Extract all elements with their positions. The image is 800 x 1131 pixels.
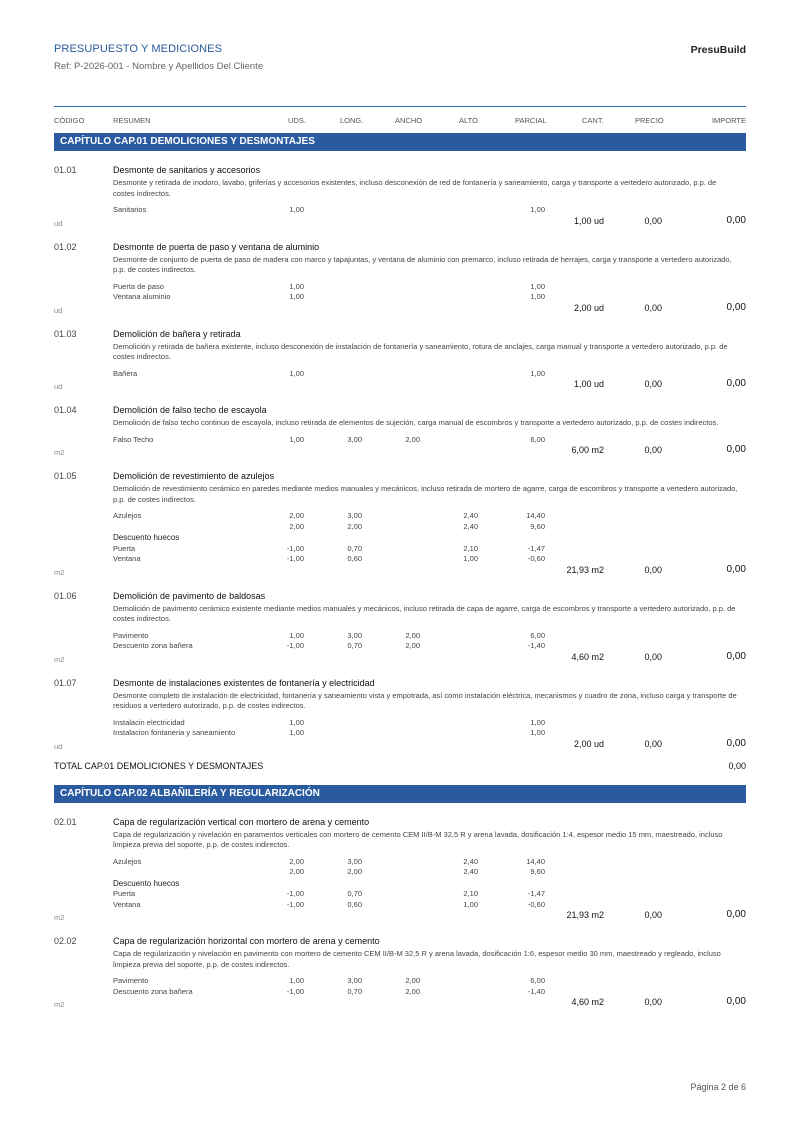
measurement-uds: 1,00: [289, 205, 304, 214]
measurement-uds: 2,00: [289, 521, 304, 531]
item-total-row: [54, 652, 746, 664]
measurement-row: [54, 889, 746, 900]
item-quantity: 21,93 m2: [566, 564, 604, 575]
measurement-row: [54, 435, 746, 446]
measurement-ancho: 2,00: [405, 976, 420, 985]
measurement-label: Pavimento: [113, 630, 149, 640]
item-unit: m2: [54, 654, 65, 664]
measurement-lines: [54, 976, 746, 1009]
measurement-uds: 2,00: [289, 511, 304, 520]
measurement-alto: 1,00: [463, 554, 478, 563]
item-title: Capa de regularización horizontal con mortero de arena y cemento: [113, 936, 380, 946]
measurement-long: 3,00: [347, 434, 362, 444]
measurement-row: [54, 879, 746, 890]
measurement-uds: 1,00: [289, 434, 304, 444]
col-uds: UDS.: [288, 116, 306, 125]
col-ancho: ANCHO: [395, 116, 423, 125]
item-quantity: 1,00 ud: [573, 215, 604, 226]
item-quantity: 2,00 ud: [573, 738, 604, 749]
measurement-label: Descuento huecos: [113, 533, 180, 542]
measurement-label: Azulejos: [113, 511, 142, 520]
budget-item: [54, 165, 746, 228]
item-total-row: [54, 216, 746, 228]
chapter-total-label: TOTAL CAP.01 DEMOLICIONES Y DESMONTAJES: [54, 760, 264, 771]
measurement-parcial: 1,00: [530, 205, 545, 214]
measurement-row: [54, 641, 746, 652]
item-unit: m2: [54, 567, 65, 577]
measurement-parcial: 1,00: [530, 728, 545, 737]
measurement-ancho: 2,00: [405, 630, 420, 640]
item-code: 01.03: [54, 328, 77, 339]
item-amount: 0,00: [726, 444, 746, 455]
measurement-label: Descuento zona bañera: [113, 986, 193, 996]
item-amount: 0,00: [726, 301, 746, 313]
measurement-label: Ventana: [113, 899, 141, 909]
col-resumen: RESUMEN: [113, 116, 151, 125]
measurement-uds: -1,00: [286, 986, 304, 996]
measurement-parcial: -1,40: [527, 641, 545, 650]
measurement-ancho: 2,00: [405, 434, 420, 444]
measurement-label: Falso Techo: [113, 434, 154, 444]
item-total-row: [54, 739, 746, 751]
measurement-label: Puerta: [113, 889, 136, 898]
item-quantity: 2,00 ud: [573, 302, 604, 313]
measurement-alto: 2,40: [463, 511, 478, 520]
measurement-alto: 2,10: [463, 889, 478, 898]
item-unit: ud: [54, 305, 63, 315]
measurement-parcial: -0,60: [527, 554, 545, 563]
chapter-header: CAPÍTULO CAP.02 ALBAÑILERÍA Y REGULARIZACIÓN: [54, 785, 746, 803]
item-unit: m2: [54, 448, 65, 457]
measurement-parcial: -0,60: [527, 899, 545, 909]
item-total-row: [54, 910, 746, 922]
item-quantity: 6,00 m2: [571, 445, 604, 455]
item-description: Demolición de revestimiento cerámico en paredes mediante medios manuales y mecánicos, incluso retirada de mortero de agarre, carga de escombros y transporte a vertedero autorizado, p.p. de costes indirectos.: [113, 484, 738, 504]
item-price: 0,00: [644, 445, 662, 455]
item-code: 02.02: [54, 936, 77, 946]
measurement-label: Puerta de paso: [113, 281, 164, 291]
measurement-uds: -1,00: [286, 641, 304, 650]
measurement-long: 3,00: [347, 856, 362, 866]
item-description: Demolición de falso techo continuo de escayola, incluso retirada de elementos de sujeción, carga manual de escombros y transporte a vertedero autorizado, p.p. de costes indirectos.: [113, 418, 719, 427]
measurement-row: [54, 522, 746, 533]
measurement-uds: 2,00: [289, 867, 304, 876]
item-price: 0,00: [644, 997, 662, 1007]
item-amount: 0,00: [726, 737, 746, 749]
item-unit: m2: [54, 1000, 65, 1009]
item-price: 0,00: [644, 302, 662, 313]
budget-item: [54, 936, 746, 1009]
measurement-uds: 1,00: [289, 717, 304, 727]
item-unit: ud: [54, 218, 63, 228]
measurement-parcial: 1,00: [530, 292, 545, 301]
measurement-parcial: 9,60: [530, 867, 545, 876]
item-quantity: 1,00 ud: [573, 379, 604, 389]
item-amount: 0,00: [726, 996, 746, 1007]
measurement-row: [54, 857, 746, 868]
col-alto: ALTO: [459, 116, 478, 125]
measurement-uds: 1,00: [289, 728, 304, 737]
measurement-uds: 1,00: [289, 630, 304, 640]
measurement-parcial: 1,00: [530, 368, 545, 378]
measurement-lines: [54, 369, 746, 392]
measurement-alto: 1,00: [463, 899, 478, 909]
chapter-total-value: 0,00: [728, 760, 746, 771]
measurement-parcial: 14,40: [526, 856, 545, 866]
measurement-row: [54, 205, 746, 216]
measurement-ancho: 2,00: [405, 986, 420, 996]
measurement-row: [54, 718, 746, 729]
measurement-lines: [54, 718, 746, 751]
measurement-row: [54, 292, 746, 303]
measurement-long: 0,70: [347, 641, 362, 650]
budget-item: [54, 678, 746, 751]
col-codigo: CÓDIGO: [54, 116, 85, 125]
measurement-lines: [54, 511, 746, 577]
page-number: Página 2 de 6: [690, 1082, 746, 1092]
measurement-parcial: -1,40: [527, 986, 545, 996]
item-total-row: [54, 565, 746, 577]
measurement-uds: 1,00: [289, 976, 304, 985]
item-code: 01.04: [54, 405, 77, 415]
column-header-row: [54, 106, 746, 130]
budget-item: [54, 817, 746, 923]
budget-item: [54, 591, 746, 664]
item-amount: 0,00: [726, 378, 746, 389]
brand-name: PresuBuild: [690, 44, 746, 56]
measurement-parcial: 14,40: [526, 511, 545, 520]
item-title: Demolición de pavimento de baldosas: [113, 590, 266, 601]
measurement-uds: 1,00: [289, 292, 304, 301]
item-title: Capa de regularización vertical con mortero de arena y cemento: [113, 816, 370, 827]
measurement-row: [54, 369, 746, 380]
measurement-lines: [54, 857, 746, 923]
measurement-label: Instalacion fontaneria y saneamiento: [113, 728, 236, 737]
item-amount: 0,00: [726, 214, 746, 226]
measurement-parcial: 6,00: [530, 434, 545, 444]
item-total-row: [54, 997, 746, 1009]
measurement-uds: -1,00: [286, 899, 304, 909]
item-price: 0,00: [644, 738, 662, 749]
item-quantity: 21,93 m2: [566, 910, 604, 920]
measurement-long: 0,60: [347, 554, 362, 563]
measurement-parcial: -1,47: [527, 889, 545, 898]
item-price: 0,00: [644, 215, 662, 226]
measurement-row: [54, 631, 746, 642]
measurement-uds: 2,00: [289, 856, 304, 866]
measurement-row: [54, 987, 746, 998]
item-code: 01.07: [54, 677, 77, 688]
measurement-row: [54, 544, 746, 555]
measurement-long: 0,70: [347, 986, 362, 996]
measurement-label: Sanitarios: [113, 205, 147, 214]
item-amount: 0,00: [726, 650, 746, 662]
col-long: LONG.: [340, 116, 364, 125]
measurement-label: Pavimento: [113, 976, 149, 985]
budget-item: [54, 242, 746, 315]
measurement-label: Ventana: [113, 554, 141, 563]
measurement-uds: -1,00: [286, 889, 304, 898]
item-description: Demolición y retirada de bañera existente, incluso desconexión de instalación de fontanería y saneamiento, rotura de anclajes, carga manual y transporte a vertedero autorizado, p.p. de costes indirectos.: [113, 341, 728, 361]
measurement-long: 0,70: [347, 889, 362, 898]
measurement-row: [54, 728, 746, 739]
measurement-row: [54, 282, 746, 293]
item-description: Desmonte y retirada de inodoro, lavabo, griferías y accesorios existentes, incluso desconexión de red de fontanería y saneamiento, carga y transporte a vertedero autorizado, p.p. de costes indirectos.: [113, 178, 717, 198]
measurement-lines: [54, 631, 746, 664]
measurement-lines: [54, 282, 746, 315]
measurement-label: Descuento zona bañera: [113, 641, 193, 650]
item-price: 0,00: [644, 910, 662, 920]
measurement-alto: 2,40: [463, 867, 478, 876]
measurement-uds: 1,00: [289, 281, 304, 291]
measurement-parcial: 6,00: [530, 630, 545, 640]
document-reference: Ref: P-2026-001 - Nombre y Apellidos Del Cliente: [54, 61, 264, 72]
item-code: 01.06: [54, 590, 77, 601]
measurement-row: [54, 900, 746, 911]
document-title: PRESUPUESTO Y MEDICIONES: [54, 43, 223, 55]
measurement-lines: [54, 435, 746, 458]
item-total-row: [54, 445, 746, 457]
item-description: Desmonte completo de instalación de electricidad, fontanería y saneamiento vista y empotrada, así como instalación eléctrica, mecanismos y cuadro de zona, incluso carga y transporte de residuos a vertedero autorizado, p.p. de costes indirectos.: [113, 690, 737, 710]
measurement-long: 0,70: [347, 543, 362, 553]
item-total-row: [54, 303, 746, 315]
col-precio: PRECIO: [635, 116, 664, 125]
measurement-row: [54, 976, 746, 987]
measurement-parcial: 1,00: [530, 717, 545, 727]
item-unit: m2: [54, 913, 65, 922]
item-amount: 0,00: [726, 563, 746, 575]
item-title: Desmonte de puerta de paso y ventana de aluminio: [113, 241, 320, 252]
budget-content: [54, 133, 746, 1009]
item-quantity: 4,60 m2: [571, 997, 604, 1007]
col-parcial: PARCIAL: [515, 116, 547, 125]
item-price: 0,00: [644, 651, 662, 662]
item-price: 0,00: [644, 564, 662, 575]
measurement-long: 0,60: [347, 899, 362, 909]
item-code: 01.05: [54, 471, 77, 481]
item-title: Demolición de bañera y retirada: [113, 328, 241, 339]
item-title: Desmonte de instalaciones existentes de fontanería y electricidad: [113, 677, 375, 688]
measurement-long: 3,00: [347, 511, 362, 520]
budget-item: [54, 471, 746, 577]
measurement-parcial: -1,47: [527, 543, 545, 553]
item-description: Capa de regularización y nivelación en pavimento con mortero de cemento CEM II/B-M 32,5 R y arena lavada, dosificación 1:6, espesor medio 30 mm, maestreado y regleado, incluso limpieza previa del soporte, p.p. de costes indirectos.: [113, 949, 721, 969]
budget-item: [54, 405, 746, 457]
item-description: Demolición de pavimento cerámico existente mediante medios manuales y mecánicos, incluso retirada de capa de agarre, carga de escombros y transporte a vertedero autorizado, p.p. de costes indirectos.: [113, 603, 736, 623]
item-unit: ud: [54, 741, 63, 751]
item-title: Demolición de falso techo de escayola: [113, 405, 267, 415]
item-description: Desmonte de conjunto de puerta de paso de madera con marco y tapajuntas, y ventana de aluminio con premarco, incluso retirada de herrajes, carga y transporte a vertedero autorizado, p.p. de costes indirectos.: [113, 254, 732, 274]
measurement-row: [54, 867, 746, 878]
measurement-alto: 2,40: [463, 521, 478, 531]
measurement-row: [54, 533, 746, 544]
budget-item: [54, 329, 746, 392]
item-title: Desmonte de sanitarios y accesorios: [113, 165, 261, 175]
measurement-long: 3,00: [347, 630, 362, 640]
col-cant: CANT.: [582, 116, 604, 125]
measurement-label: Instalacin electricidad: [113, 717, 185, 727]
measurement-label: Descuento huecos: [113, 878, 180, 888]
measurement-uds: -1,00: [286, 554, 304, 563]
measurement-row: [54, 554, 746, 565]
measurement-parcial: 1,00: [530, 281, 545, 291]
chapter-header: CAPÍTULO CAP.01 DEMOLICIONES Y DESMONTAJES: [54, 133, 746, 151]
item-title: Demolición de revestimiento de azulejos: [113, 471, 275, 481]
measurement-uds: -1,00: [286, 543, 304, 553]
item-description: Capa de regularización y nivelación en paramentos verticales con mortero de cemento CEM II/B-M 32,5 R y arena lavada, dosificación 1:4, espesor medio 15 mm, maestreado, incluso limpieza previa del soporte, p.p. de costes indirectos.: [113, 829, 723, 849]
page-header: [54, 43, 746, 83]
measurement-alto: 2,40: [463, 856, 478, 866]
measurement-ancho: 2,00: [405, 641, 420, 650]
measurement-uds: 1,00: [289, 368, 304, 378]
col-importe: IMPORTE: [711, 116, 746, 125]
measurement-long: 2,00: [347, 521, 362, 531]
item-amount: 0,00: [726, 909, 746, 920]
measurement-long: 2,00: [347, 867, 362, 876]
measurement-lines: [54, 205, 746, 228]
item-code: 02.01: [54, 816, 77, 827]
measurement-long: 3,00: [347, 976, 362, 985]
item-code: 01.02: [54, 241, 77, 252]
item-total-row: [54, 379, 746, 391]
measurement-label: Puerta: [113, 543, 136, 553]
measurement-alto: 2,10: [463, 543, 478, 553]
measurement-label: Azulejos: [113, 856, 142, 866]
measurement-label: Bañera: [113, 368, 138, 378]
measurement-parcial: 6,00: [530, 976, 545, 985]
measurement-parcial: 9,60: [530, 521, 545, 531]
item-code: 01.01: [54, 165, 77, 175]
item-price: 0,00: [644, 379, 662, 389]
chapter-total-row: [54, 761, 746, 775]
item-unit: ud: [54, 382, 63, 391]
item-quantity: 4,60 m2: [571, 651, 604, 662]
measurement-row: [54, 511, 746, 522]
measurement-label: Ventana aluminio: [113, 292, 171, 301]
